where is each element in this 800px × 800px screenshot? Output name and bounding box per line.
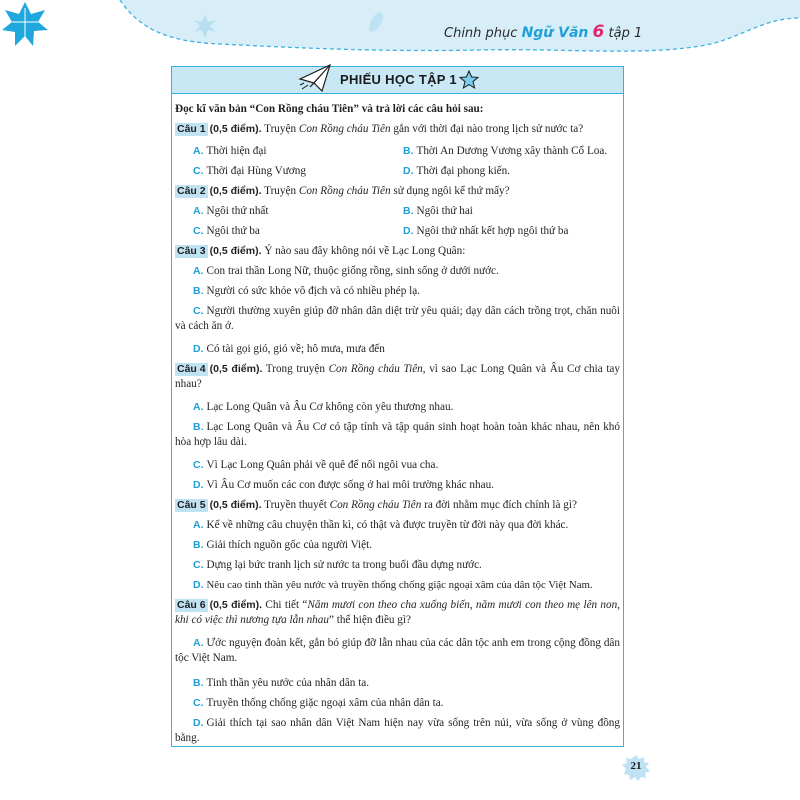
question-points: (0,5 điểm). bbox=[209, 123, 262, 135]
option-text: Con trai thần Long Nữ, thuộc giống rồng, sinh sống ở dưới nước. bbox=[206, 265, 499, 277]
option-text: Thời đại phong kiến. bbox=[416, 165, 511, 177]
q4-option-b bbox=[175, 420, 620, 450]
option-text: Có tài gọi gió, gió về; hô mưa, mưa đến bbox=[206, 343, 385, 355]
worksheet-title-bar bbox=[172, 67, 623, 94]
option-text: Kể về những câu chuyện thần kì, có thật và được truyền từ đời này qua đời khác. bbox=[206, 519, 569, 531]
option-text: Giải thích tại sao nhân dân Việt Nam hiện nay vừa sống trên núi, vừa sống ở vùng đồng bằng. bbox=[175, 717, 620, 744]
q3-option-d bbox=[193, 342, 385, 357]
option-letter: D. bbox=[193, 479, 204, 491]
option-letter: C. bbox=[193, 305, 204, 317]
question-2 bbox=[175, 184, 510, 199]
intro-text: Đọc kĩ văn bản “Con Rồng cháu Tiên” và trả lời các câu hỏi sau: bbox=[175, 103, 484, 115]
q3-option-a bbox=[193, 264, 499, 279]
option-text: Ngôi thứ nhất kết hợp ngôi thứ ba bbox=[416, 225, 569, 237]
brand-part-3: 6 bbox=[592, 22, 605, 42]
header-wave bbox=[0, 0, 800, 62]
worksheet-box bbox=[171, 66, 624, 747]
book-brand bbox=[444, 22, 642, 42]
option-letter: A. bbox=[193, 519, 204, 531]
option-letter: D. bbox=[193, 717, 204, 729]
option-text: Thời An Dương Vương xây thành Cổ Loa. bbox=[416, 145, 608, 157]
option-text: Lạc Long Quân và Âu Cơ có tập tính và tập quán sinh hoạt hoàn toàn khác nhau, nên khó hòa hợp lâu dài. bbox=[175, 421, 620, 448]
question-label: Câu 6 bbox=[177, 599, 206, 611]
question-text: , vì sao Lạc Long Quân và Âu Cơ chia tay nhau? bbox=[175, 363, 620, 390]
option-text: Người thường xuyên giúp đỡ nhân dân diệt trừ yêu quái; dạy dân cách trồng trọt, chăn nuôi và cách ăn ở. bbox=[175, 305, 620, 332]
question-text: Truyện bbox=[264, 123, 299, 135]
question-label: Câu 5 bbox=[177, 499, 206, 511]
q6-option-c bbox=[193, 696, 443, 711]
question-points: (0,5 điểm). bbox=[209, 599, 263, 611]
q5-option-c bbox=[193, 558, 482, 573]
question-points: (0,5 điểm). bbox=[209, 363, 263, 375]
question-1 bbox=[175, 122, 583, 137]
question-label: Câu 3 bbox=[177, 245, 206, 257]
work-title: Con Rồng cháu Tiên bbox=[329, 499, 422, 511]
question-points: (0,5 điểm). bbox=[209, 245, 262, 257]
option-text: Ước nguyện đoàn kết, gắn bó giúp đỡ lẫn nhau của các dân tộc anh em trong cộng đồng dân tộc Việt Nam. bbox=[175, 637, 620, 664]
q3-option-c bbox=[175, 304, 620, 334]
option-letter: B. bbox=[193, 421, 204, 433]
question-4 bbox=[175, 362, 620, 392]
option-text: Giải thích nguồn gốc của người Việt. bbox=[206, 539, 373, 551]
q2-option-b bbox=[403, 204, 473, 219]
work-title: Con Rồng cháu Tiên bbox=[298, 123, 391, 135]
q2-option-a bbox=[193, 204, 269, 219]
question-text: gắn với thời đại nào trong lịch sử nước ta? bbox=[390, 123, 584, 135]
question-text: Truyện bbox=[264, 185, 299, 197]
paper-plane-icon bbox=[298, 63, 332, 93]
option-letter: A. bbox=[193, 265, 204, 277]
question-5 bbox=[175, 498, 577, 513]
question-text: Chi tiết “ bbox=[265, 599, 308, 611]
option-letter: C. bbox=[193, 165, 204, 177]
option-text: Ngôi thứ hai bbox=[416, 205, 473, 217]
option-text: Ngôi thứ nhất bbox=[206, 205, 269, 217]
corner-leaf-icon bbox=[0, 0, 50, 48]
q4-option-a bbox=[193, 400, 453, 415]
q6-option-b bbox=[193, 676, 369, 691]
q5-option-d bbox=[193, 578, 593, 593]
page-number: 21 bbox=[630, 760, 642, 772]
option-text: Dựng lại bức tranh lịch sử nước ta trong buổi đầu dựng nước. bbox=[206, 559, 482, 571]
option-text: Tinh thần yêu nước của nhân dân ta. bbox=[206, 677, 370, 689]
work-title: Con Rồng cháu Tiên bbox=[298, 185, 391, 197]
work-title: Con Rồng cháu Tiên bbox=[328, 363, 423, 375]
option-letter: A. bbox=[193, 401, 204, 413]
option-letter: D. bbox=[193, 579, 204, 591]
option-text: Người có sức khỏe vô địch và có nhiều phép lạ. bbox=[206, 285, 420, 297]
q1-option-a bbox=[193, 144, 266, 159]
question-6 bbox=[175, 598, 620, 628]
star-icon bbox=[459, 70, 479, 90]
option-letter: B. bbox=[403, 145, 414, 157]
brand-part-4: tập 1 bbox=[608, 26, 643, 41]
quote-text: Năm mươi con theo cha xuống biển, năm mươi con theo mẹ lên non, khi có việc thì nương tựa lẫn nhau bbox=[175, 599, 621, 626]
option-text: Vì Âu Cơ muốn các con được sống ở hai môi trường khác nhau. bbox=[206, 479, 494, 491]
q5-option-a bbox=[193, 518, 568, 533]
page-number-badge bbox=[621, 755, 651, 781]
q2-option-d bbox=[403, 224, 568, 239]
question-label: Câu 4 bbox=[177, 363, 206, 375]
option-letter: C. bbox=[193, 559, 204, 571]
option-text: Nêu cao tinh thần yêu nước và truyền thống chống giặc ngoại xâm của dân tộc Việt Nam. bbox=[206, 579, 593, 591]
question-text: Trong truyện bbox=[265, 363, 329, 375]
option-letter: D. bbox=[193, 343, 204, 355]
q5-option-b bbox=[193, 538, 372, 553]
question-text: ra đời nhằm mục đích chính là gì? bbox=[421, 499, 577, 511]
question-text: Truyền thuyết bbox=[264, 499, 330, 511]
question-text: sử dụng ngôi kể thứ mấy? bbox=[390, 185, 510, 197]
brand-part-2: Ngữ Văn bbox=[521, 25, 589, 41]
option-letter: B. bbox=[193, 677, 204, 689]
option-letter: C. bbox=[193, 459, 204, 471]
question-points: (0,5 điểm). bbox=[209, 185, 262, 197]
worksheet-title: PHIẾU HỌC TẬP 1 bbox=[340, 72, 457, 87]
q3-option-b bbox=[193, 284, 420, 299]
question-text: ” thể hiện điều gì? bbox=[328, 614, 411, 626]
option-letter: A. bbox=[193, 205, 204, 217]
q4-option-d bbox=[193, 478, 494, 493]
question-text: Ý nào sau đây không nói về Lạc Long Quân: bbox=[264, 245, 466, 257]
q6-option-d bbox=[175, 716, 620, 746]
question-label: Câu 1 bbox=[177, 123, 206, 135]
option-letter: B. bbox=[193, 285, 204, 297]
q1-option-d bbox=[403, 164, 510, 179]
q1-option-b bbox=[403, 144, 607, 159]
option-letter: B. bbox=[403, 205, 414, 217]
brand-part-1: Chinh phục bbox=[444, 26, 518, 41]
option-letter: C. bbox=[193, 697, 204, 709]
q1-option-c bbox=[193, 164, 306, 179]
option-letter: D. bbox=[403, 165, 414, 177]
option-text: Ngôi thứ ba bbox=[206, 225, 260, 237]
option-text: Vì Lạc Long Quân phải về quê để nối ngôi vua cha. bbox=[206, 459, 439, 471]
question-label: Câu 2 bbox=[177, 185, 206, 197]
header-band bbox=[0, 0, 800, 62]
option-text: Thời hiện đại bbox=[206, 145, 267, 157]
option-letter: D. bbox=[403, 225, 414, 237]
option-letter: A. bbox=[193, 145, 204, 157]
option-letter: B. bbox=[193, 539, 204, 551]
option-letter: C. bbox=[193, 225, 204, 237]
option-text: Lạc Long Quân và Âu Cơ không còn yêu thương nhau. bbox=[206, 401, 454, 413]
option-text: Truyền thống chống giặc ngoại xâm của nhân dân ta. bbox=[206, 697, 444, 709]
q4-option-c bbox=[193, 458, 438, 473]
question-points: (0,5 điểm). bbox=[209, 499, 262, 511]
question-3 bbox=[175, 244, 465, 259]
option-letter: A. bbox=[193, 637, 204, 649]
q6-option-a bbox=[175, 636, 620, 666]
option-text: Thời đại Hùng Vương bbox=[206, 165, 306, 177]
q2-option-c bbox=[193, 224, 260, 239]
